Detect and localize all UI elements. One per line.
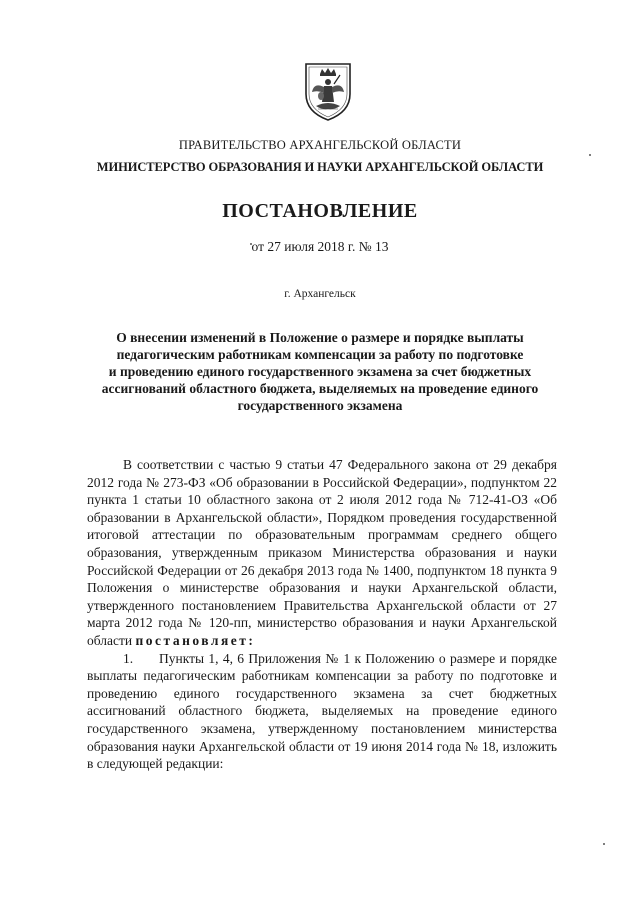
scan-speck: [250, 243, 252, 245]
document-type: ПОСТАНОВЛЕНИЕ: [222, 200, 418, 222]
government-name: ПРАВИТЕЛЬСТВО АРХАНГЕЛЬСКОЙ ОБЛАСТИ: [178, 138, 462, 152]
ministry-name: МИНИСТЕРСТВО ОБРАЗОВАНИЯ И НАУКИ АРХАНГЕЛЬСКОЙ ОБЛАСТИ: [96, 160, 544, 174]
document-body: [87, 456, 557, 773]
preamble-paragraph: [87, 456, 557, 650]
item-1-number: 1.: [123, 650, 134, 666]
title-line: и проведению единого государственного экзамена за счет бюджетных: [108, 364, 532, 379]
scan-speck: [589, 154, 591, 156]
title-line: государственного экзамена: [237, 398, 403, 413]
preamble-text: В соответствии с частью 9 статьи 47 Федерального закона от 29 декабря 2012 года № 273-ФЗ «Об образовании в Российской Федерации», подпунктом 22 пункта 1 статьи 10 областного закона от 2 июля 2012 года № 712-41-ОЗ «Об образовании в Архангельской области», Порядком проведения государственной итоговой аттестации по образовательным программам среднего общего образования, утвержденным приказом Министерства образования и науки Российской Федерации от 26 декабря 2013 года № 1400, подпунктом 18 пункта 9 Положения о министерстве образования и науки Архангельской области, утвержденного постановлением Правительства Архангельской области от 27 марта 2012 года № 120-пп, министерство образования и науки Архангельской области: [87, 457, 557, 648]
document-city: г. Архангельск: [284, 288, 356, 300]
title-line: О внесении изменений в Положение о размере и порядке выплаты: [116, 330, 524, 345]
item-1-paragraph: [87, 650, 557, 773]
title-line: педагогическим работникам компенсации за работу по подготовке: [116, 347, 524, 362]
document-date: от 27 июля 2018 г. № 13: [251, 239, 389, 254]
resolves-keyword: постановляет:: [135, 632, 256, 648]
item-1-text: Пункты 1, 4, 6 Приложения № 1 к Положению о размере и порядке выплаты педагогическим работникам компенсации за работу по подготовке и проведению единого государственного экзамена за счет бюджетных ассигнований областного бюджета, выделяемых на проведение единого государственного экзамена, утвержденному постановлением министерства образования науки Архангельской области от 19 июня 2014 года № 18, изложить в следующей редакции:: [87, 650, 557, 772]
document-title: [90, 329, 550, 414]
coat-of-arms-icon: [300, 60, 356, 122]
title-line: ассигнований областного бюджета, выделяемых на проведение единого: [101, 381, 539, 396]
scan-speck: [603, 843, 605, 845]
